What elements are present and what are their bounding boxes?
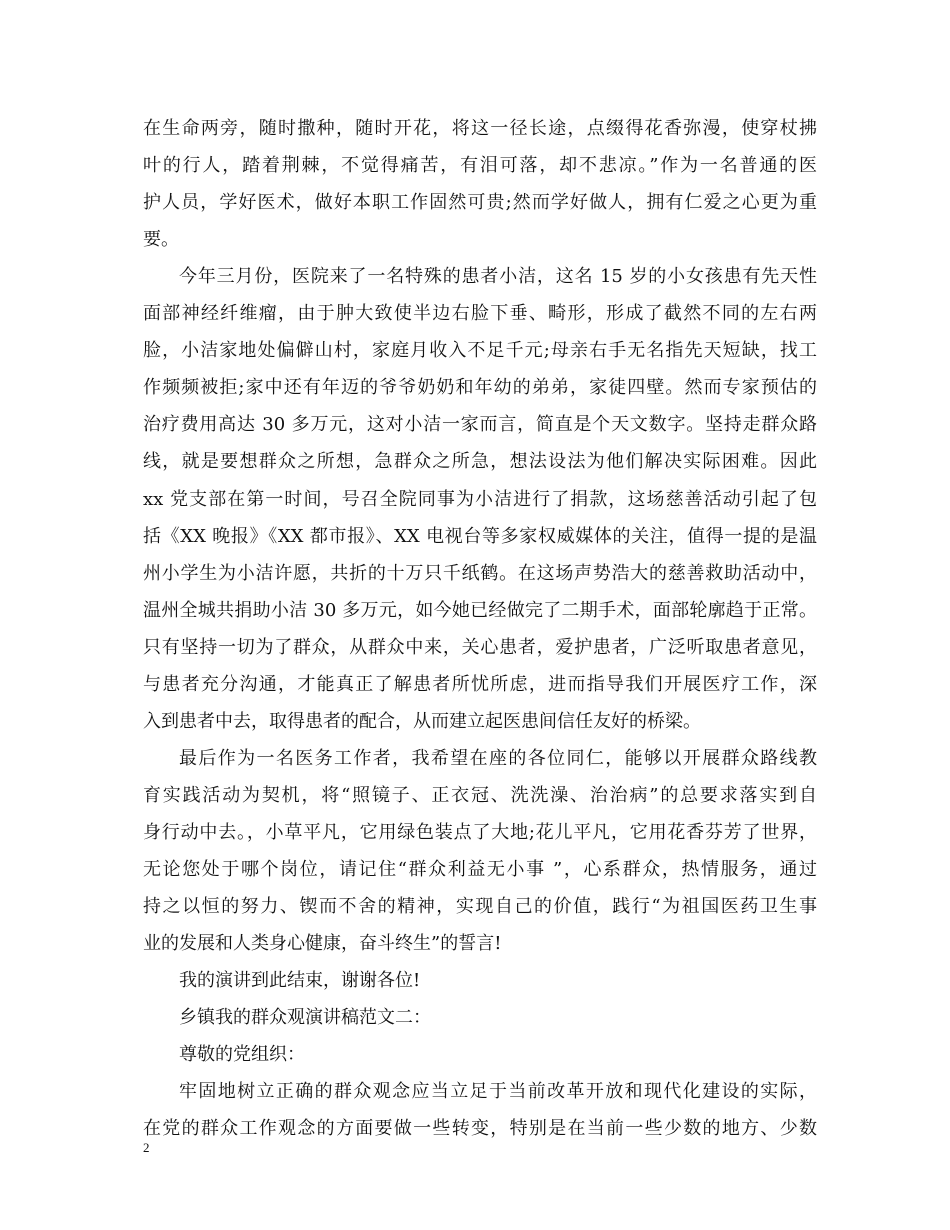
text-line: 作频频被拒;家中还有年迈的爷爷奶奶和年幼的弟弟，家徒四壁。然而专家预估的 bbox=[143, 377, 817, 399]
text-line: 要。 bbox=[143, 229, 179, 251]
text-line: 入到患者中去，取得患者的配合，从而建立起医患间信任友好的桥梁。 bbox=[143, 710, 701, 732]
text-line: 括《XX 晚报》《XX 都市报》、XX 电视台等多家权威媒体的关注，值得一提的是温 bbox=[143, 525, 817, 547]
text-line: 脸，小洁家地处偏僻山村，家庭月收入不足千元;母亲右手无名指先天短缺，找工 bbox=[143, 340, 817, 362]
text-line: 牢固地树立正确的群众观念应当立足于当前改革开放和现代化建设的实际， bbox=[179, 1081, 817, 1103]
text-line: 尊敬的党组织： bbox=[179, 1044, 305, 1066]
text-line: 护人员，学好医术，做好本职工作固然可贵;然而学好做人，拥有仁爱之心更为重 bbox=[143, 192, 817, 214]
text-line: xx 党支部在第一时间，号召全院同事为小洁进行了捐款，这场慈善活动引起了包 bbox=[143, 488, 817, 510]
text-line: 治疗费用高达 30 多万元，这对小洁一家而言，简直是个天文数字。坚持走群众路 bbox=[143, 414, 817, 436]
text-line: 面部神经纤维瘤，由于肿大致使半边右脸下垂、畸形，形成了截然不同的左右两 bbox=[143, 303, 817, 325]
text-line: 在党的群众工作观念的方面要做一些转变，特别是在当前一些少数的地方、少数 bbox=[143, 1118, 817, 1140]
text-line: 持之以恒的努力、锲而不舍的精神，实现自己的价值，践行“为祖国医药卫生事 bbox=[143, 896, 817, 917]
text-line: 在生命两旁，随时撒种，随时开花，将这一径长途，点缀得花香弥漫，使穿杖拂 bbox=[143, 118, 817, 139]
text-line: 育实践活动为契机，将“照镜子、正衣冠、洗洗澡、治治病”的总要求落实到自 bbox=[143, 784, 817, 806]
text-line: 最后作为一名医务工作者，我希望在座的各位同仁，能够以开展群众路线教 bbox=[179, 747, 817, 769]
text-line: 叶的行人，踏着荆棘，不觉得痛苦，有泪可落，却不悲凉。”作为一名普通的医 bbox=[143, 155, 817, 177]
text-line: 身行动中去。，小草平凡，它用绿色装点了大地;花儿平凡，它用花香芬芳了世界， bbox=[143, 821, 817, 843]
text-line: 线，就是要想群众之所想，急群众之所急，想法设法为他们解决实际困难。因此 bbox=[143, 451, 817, 473]
text-line: 温州全城共捐助小洁 30 多万元，如今她已经做完了二期手术，面部轮廓趋于正常。 bbox=[143, 599, 817, 621]
text-line: 我的演讲到此结束，谢谢各位! bbox=[179, 970, 421, 992]
text-line: 州小学生为小洁许愿，共折的十万只千纸鹤。在这场声势浩大的慈善救助活动中， bbox=[143, 562, 817, 584]
page-number: 2 bbox=[143, 1140, 150, 1155]
text-line: 乡镇我的群众观演讲稿范文二： bbox=[179, 1007, 431, 1029]
text-line: 今年三月份，医院来了一名特殊的患者小洁，这名 15 岁的小女孩患有先天性 bbox=[179, 266, 817, 288]
text-line: 无论您处于哪个岗位，请记住“群众利益无小事 ”，心系群众，热情服务，通过 bbox=[143, 859, 817, 880]
text-line: 业的发展和人类身心健康，奋斗终生”的誓言! bbox=[143, 933, 502, 955]
text-line: 只有坚持一切为了群众，从群众中来，关心患者，爱护患者，广泛听取患者意见， bbox=[143, 636, 817, 658]
text-line: 与患者充分沟通，才能真正了解患者所忧所虑，进而指导我们开展医疗工作，深 bbox=[143, 673, 817, 695]
